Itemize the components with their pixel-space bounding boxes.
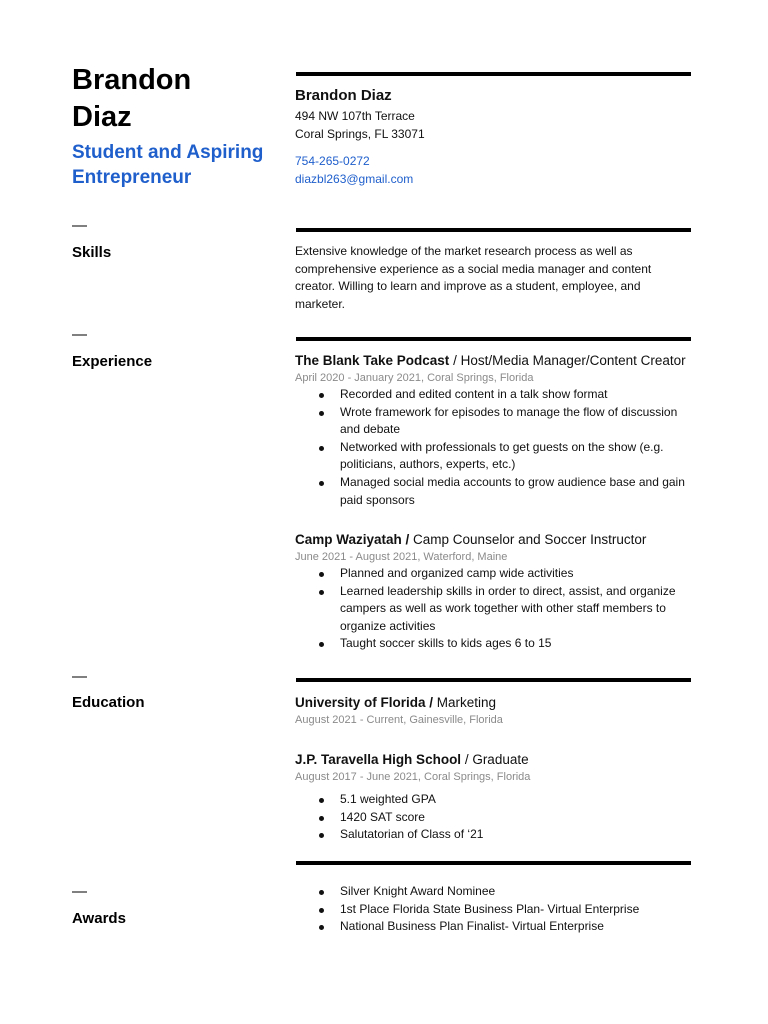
section-rule	[296, 337, 691, 341]
job-meta: June 2021 - August 2021, Waterford, Maine	[295, 551, 508, 563]
first-name: Brandon	[72, 64, 192, 96]
contact-name: Brandon Diaz	[295, 87, 392, 104]
list-item: Learned leadership skills in order to direct, assist, and organize campers as well as work together with other staff members to organize activities	[295, 583, 695, 636]
awards-block	[295, 883, 695, 936]
section-dash: —	[72, 668, 87, 685]
resume-name	[72, 62, 272, 136]
education-block	[295, 694, 695, 728]
skills-text: Extensive knowledge of the market research process as well as comprehensive experience as a social media manager and content creator. Willing to learn and improve as a student, employee, and marketer.	[295, 244, 652, 311]
job-meta: April 2020 - January 2021, Coral Springs, Florida	[295, 372, 534, 384]
education-heading: Education	[72, 694, 145, 711]
list-item: 1420 SAT score	[295, 809, 695, 827]
job-bullets	[295, 565, 695, 653]
section-rule	[296, 72, 691, 76]
school-org: University of Florida /	[295, 695, 434, 710]
section-rule	[296, 228, 691, 232]
list-item: Taught soccer skills to kids ages 6 to 15	[295, 635, 695, 653]
list-item: 5.1 weighted GPA	[295, 791, 695, 809]
section-rule	[296, 678, 691, 682]
job-title	[295, 352, 695, 370]
awards-heading: Awards	[72, 910, 126, 927]
school-bullets	[295, 791, 695, 844]
job-org: The Blank Take Podcast	[295, 353, 450, 368]
list-item: Wrote framework for episodes to manage the flow of discussion and debate	[295, 404, 695, 439]
job-org: Camp Waziyatah /	[295, 532, 410, 547]
email-link[interactable]: diazbl263@gmail.com	[295, 171, 414, 186]
section-dash: —	[72, 217, 87, 234]
school-role: / Graduate	[461, 752, 529, 767]
experience-heading: Experience	[72, 353, 153, 370]
list-item: National Business Plan Finalist- Virtual Enterprise	[295, 918, 695, 936]
school-org: J.P. Taravella High School	[295, 752, 462, 767]
school-meta: August 2021 - Current, Gainesville, Florida	[295, 714, 503, 726]
experience-block	[295, 531, 695, 653]
last-name: Diaz	[72, 101, 132, 133]
list-item: Recorded and edited content in a talk show format	[295, 386, 695, 404]
section-dash: —	[72, 326, 87, 343]
job-role: / Host/Media Manager/Content Creator	[449, 353, 686, 368]
list-item: 1st Place Florida State Business Plan- Virtual Enterprise	[295, 901, 695, 919]
list-item: Planned and organized camp wide activities	[295, 565, 695, 583]
school-title	[295, 751, 695, 769]
phone-link[interactable]: 754-265-0272	[295, 154, 370, 168]
list-item: Salutatorian of Class of ‘21	[295, 826, 695, 844]
school-title	[295, 694, 695, 712]
job-bullets	[295, 386, 695, 509]
skills-heading: Skills	[72, 244, 112, 261]
awards-bullets	[295, 883, 695, 936]
job-title	[295, 531, 695, 549]
list-item: Managed social media accounts to grow audience base and gain paid sponsors	[295, 474, 695, 509]
tagline	[72, 140, 282, 190]
address-line-2: Coral Springs, FL 33071	[295, 126, 425, 141]
job-role: Camp Counselor and Soccer Instructor	[409, 532, 647, 547]
section-dash: —	[72, 883, 87, 900]
section-rule	[296, 861, 691, 865]
education-block	[295, 751, 695, 844]
list-item: Networked with professionals to get guests on the show (e.g. politicians, authors, experts, etc.)	[295, 439, 695, 474]
school-role: Marketing	[433, 695, 497, 710]
experience-block	[295, 352, 695, 509]
address-line-1: 494 NW 107th Terrace	[295, 109, 415, 123]
tagline-line-1: Student and Aspiring	[72, 142, 264, 163]
list-item: Silver Knight Award Nominee	[295, 883, 695, 901]
tagline-line-2: Entrepreneur	[72, 167, 192, 188]
school-meta: August 2017 - June 2021, Coral Springs, Florida	[295, 771, 531, 783]
contact-block	[295, 86, 695, 188]
